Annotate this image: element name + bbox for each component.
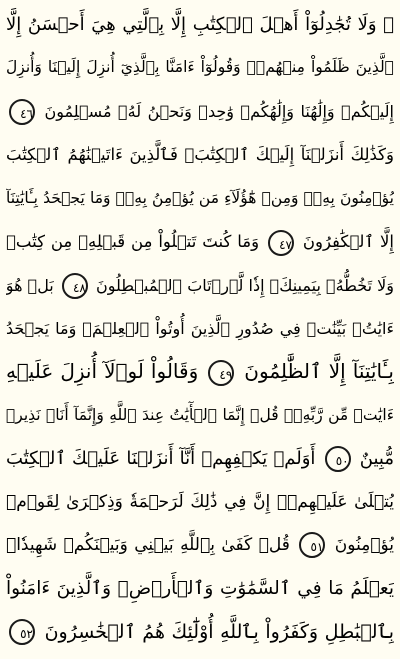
text-line <box>6 568 394 609</box>
ayah-number-marker: ٥١ <box>299 532 325 558</box>
text-line <box>6 47 394 88</box>
text-line <box>6 438 394 479</box>
verse-text: يُؤۡمِنُونَ <box>334 535 394 556</box>
verse-text: بَلۡ هُوَ <box>6 275 54 295</box>
verse-text: ءَايَٰتٞ مِّن رَّبِّهِۦۖ قُلۡ إِنَّمَا ٱلۡأٓيَٰتُ عِندَ ٱللَّهِ وَإِنَّمَآ أَنَا۠ نَذِيرٞ <box>6 405 394 424</box>
verse-text: وَمَا كُنتَ تَتۡلُواْ مِن قَبۡلِهِۦ مِن كِتَٰبٖ <box>6 232 260 252</box>
text-line <box>6 91 394 132</box>
verse-text: وَكَذَٰلِكَ أَنزَلۡنَآ إِلَيۡكَ ٱلۡكِتَٰبَۚ فَٱلَّذِينَ ءَاتَيۡنَٰهُمُ ٱلۡكِتَٰبَ <box>6 145 394 165</box>
ayah-number-marker: ٤٨ <box>62 273 88 299</box>
ayah-number-marker: ٤٩ <box>208 360 234 386</box>
text-line <box>6 395 394 436</box>
ayah-number-marker: ٤٦ <box>9 99 35 125</box>
verse-text: قُلۡ كَفَىٰ بِٱللَّهِ بَيۡنِي وَبَيۡنَكُمۡ شَهِيدٗاۖ <box>6 535 290 556</box>
text-line <box>6 134 394 175</box>
ayah-number-marker: ٤٧ <box>268 230 294 256</box>
verse-text: بِـَٔايَٰتِنَآ إِلَّا ٱلظَّٰلِمُونَ <box>244 359 394 384</box>
text-line <box>6 221 394 262</box>
verse-text: يُؤۡمِنُونَ بِهِۦۖ وَمِنۡ هَٰٓؤُلَآءِ مَن يُؤۡمِنُ بِهِۦۚ وَمَا يَجۡحَدُ بِـَٔايَٰتِنَآ <box>6 188 394 207</box>
verse-text: بِٱلۡبَٰطِلِ وَكَفَرُواْ بِٱللَّهِ أُوْلَٰٓئِكَ هُمُ ٱلۡخَٰسِرُونَ <box>44 620 394 643</box>
verse-text: وَقَالُواْ لَوۡلَآ أُنزِلَ عَلَيۡهِ <box>6 359 199 384</box>
verse-text: يُتۡلَىٰ عَلَيۡهِمۡۚ إِنَّ فِي ذَٰلِكَ لَرَحۡمَةٗ وَذِكۡرَىٰ لِقَوۡمٖ <box>6 491 394 512</box>
verse-text: مُّبِينٌ <box>359 448 394 470</box>
text-line <box>6 265 394 306</box>
verse-text: إِلَيۡكُمۡ وَإِلَٰهُنَا وَإِلَٰهُكُمۡ وَٰحِدٞ وَنَحۡنُ لَهُۥ مُسۡلِمُونَ <box>44 101 394 121</box>
text-line <box>6 351 394 392</box>
text-line <box>6 178 394 219</box>
verse-text: ۞ وَلَا تُجَٰدِلُوٓاْ أَهۡلَ ٱلۡكِتَٰبِ إِلَّا بِٱلَّتِي هِيَ أَحۡسَنُ إِلَّا <box>6 14 394 35</box>
text-line <box>6 482 394 523</box>
text-line <box>6 612 394 653</box>
ayah-number-marker: ٥٢ <box>9 619 35 645</box>
verse-text: ءَايَٰتُۢ بَيِّنَٰتٞ فِي صُدُورِ ٱلَّذِينَ أُوتُواْ ٱلۡعِلۡمَۚ وَمَا يَجۡحَدُ <box>6 318 394 338</box>
ayah-number-marker: ٥٠ <box>325 446 351 472</box>
verse-text: أَوَلَمۡ يَكۡفِهِمۡ أَنَّآ أَنزَلۡنَا عَلَيۡكَ ٱلۡكِتَٰبَ <box>6 448 316 470</box>
text-line <box>6 525 394 566</box>
text-line <box>6 308 394 349</box>
verse-text: إِلَّا ٱلۡكَٰفِرُونَ <box>302 232 394 252</box>
text-line <box>6 4 394 45</box>
verse-text: وَلَا تَخُطُّهُۥ بِيَمِينِكَۖ إِذٗا لَّٱرۡتَابَ ٱلۡمُبۡطِلُونَ <box>95 275 394 295</box>
verse-text: ٱلَّذِينَ ظَلَمُواْ مِنۡهُمۡۖ وَقُولُوٓاْ ءَامَنَّا بِٱلَّذِيٓ أُنزِلَ إِلَيۡنَا وَأُنزِلَ <box>6 58 394 77</box>
verse-text: يَعۡلَمُ مَا فِي ٱلسَّمَٰوَٰتِ وَٱلۡأَرۡضِۗ وَٱلَّذِينَ ءَامَنُواْ <box>6 578 394 600</box>
